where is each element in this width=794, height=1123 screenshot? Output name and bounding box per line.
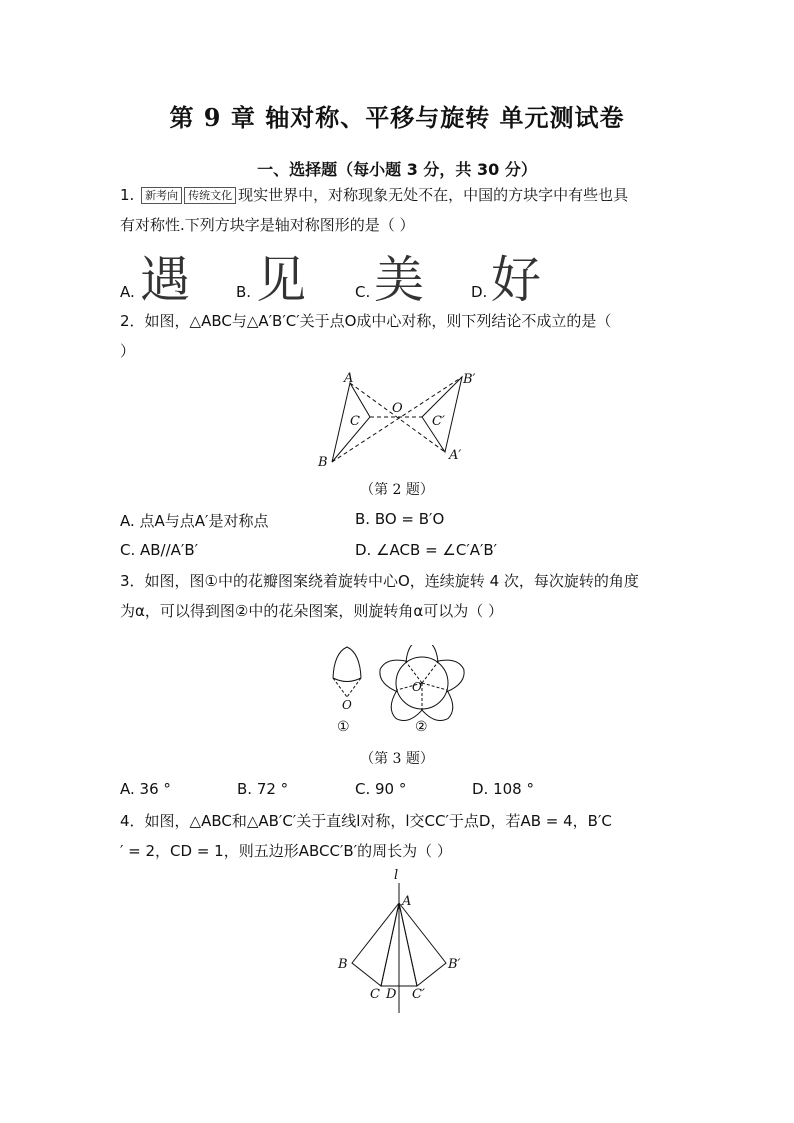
tag-traditional-culture: 传统文化 xyxy=(184,187,236,204)
q1-option-b-char: 见 xyxy=(256,251,306,309)
question-2-line1: 2．如图，△ABC与△A′B′C′关于点O成中心对称，则下列结论不成立的是（ xyxy=(120,312,612,330)
q1-option-c-label: C. xyxy=(355,283,371,301)
q3-option-c: C. 90 ° xyxy=(355,780,407,798)
question-1-number: 1. xyxy=(120,186,135,204)
q2-option-c: C. AB//A′B′ xyxy=(120,541,199,559)
page-title: 第 9 章 轴对称、平移与旋转 单元测试卷 xyxy=(169,103,625,132)
question-1-line2: 有对称性.下列方块字是轴对称图形的是（ ） xyxy=(120,216,415,234)
question-4-line2: ′ = 2，CD = 1，则五边形ABCC′B′的周长为（ ） xyxy=(120,842,452,860)
segment-a-c2 xyxy=(399,903,417,986)
label-b: B xyxy=(318,455,328,470)
flower-figure xyxy=(375,645,469,728)
label-a: A xyxy=(344,371,354,386)
label-b-prime-q4: B′ xyxy=(448,957,461,972)
q3-option-b: B. 72 ° xyxy=(237,780,289,798)
q2-option-d: D. ∠ACB = ∠C′A′B′ xyxy=(355,541,498,559)
fig1-center-label: O xyxy=(342,698,352,712)
q1-option-a-char: 遇 xyxy=(140,251,190,309)
label-b-prime: B′ xyxy=(463,372,476,387)
q1-option-d-label: D. xyxy=(471,283,488,301)
figure-q2-central-symmetry xyxy=(310,365,490,475)
figure-q3-caption: （第 3 题） xyxy=(360,751,434,767)
q1-option-a-label: A. xyxy=(120,283,135,301)
q3-option-d: D. 108 ° xyxy=(472,780,534,798)
triangle-ab2c2-q4 xyxy=(399,903,446,986)
label-c-prime-q4: C′ xyxy=(412,987,425,1002)
question-3-line1: 3．如图，图①中的花瓣图案绕着旋转中心O，连续旋转 4 次，每次旋转的角度 xyxy=(120,572,639,590)
q1-option-d-char: 好 xyxy=(491,251,541,309)
petal-outline xyxy=(333,647,361,678)
figure-1-label: ① xyxy=(337,719,350,735)
tag-new-direction: 新考向 xyxy=(141,187,182,204)
q2-option-a: A. 点A与点A′是对称点 xyxy=(120,512,269,530)
q1-option-b-label: B. xyxy=(236,283,252,301)
question-2-line2: ） xyxy=(120,342,136,360)
label-c: C xyxy=(350,414,360,429)
q3-option-a: A. 36 ° xyxy=(120,780,171,798)
label-a-q4: A xyxy=(402,894,412,909)
figure-q2-caption: （第 2 题） xyxy=(360,482,434,498)
question-4-line1: 4．如图，△ABC和△AB′C′关于直线l对称，l交CC′于点D，若AB = 4，B′C xyxy=(120,812,612,830)
q1-option-c-char: 美 xyxy=(374,251,424,309)
question-3-line2: 为α，可以得到图②中的花朵图案，则旋转角α可以为（ ） xyxy=(120,602,503,620)
question-1-line1 xyxy=(120,184,628,205)
label-b-q4: B xyxy=(338,957,348,972)
question-1-text: 现实世界中，对称现象无处不在，中国的方块字中有些也具 xyxy=(238,186,629,204)
q2-option-b: B. BO = B′O xyxy=(355,510,445,528)
figure-2-label: ② xyxy=(415,719,428,735)
section-heading: 一、选择题（每小题 3 分，共 30 分） xyxy=(257,160,537,179)
segment-a-c xyxy=(381,903,399,986)
figure-q4-axial-symmetry xyxy=(330,865,470,1015)
fig2-center-label: O xyxy=(412,680,422,694)
label-c-prime: C′ xyxy=(432,414,445,429)
label-c-q4: C xyxy=(370,987,380,1002)
petal-base xyxy=(333,678,361,682)
label-l: l xyxy=(394,868,399,883)
dashed-line-a-a2 xyxy=(350,383,445,452)
label-o: O xyxy=(392,401,403,416)
label-d-q4: D xyxy=(386,987,397,1002)
label-a-prime: A′ xyxy=(449,448,462,463)
triangle-abc-q4 xyxy=(352,903,399,986)
